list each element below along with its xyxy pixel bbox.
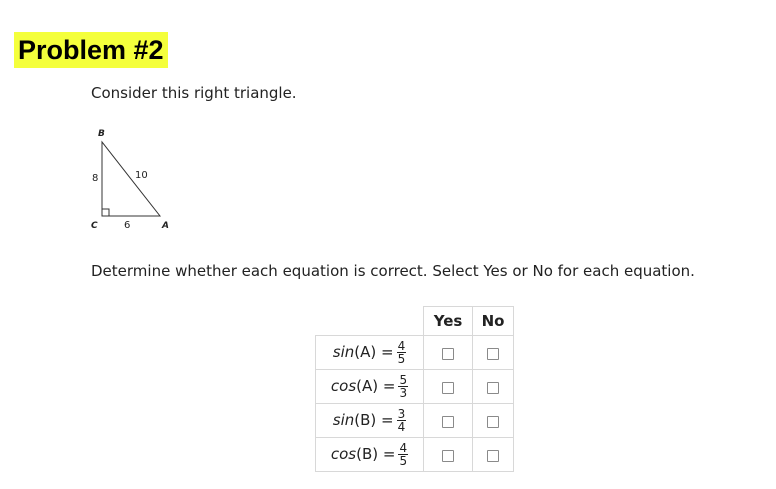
yes-checkbox[interactable]	[442, 416, 454, 428]
table-header-row	[316, 307, 514, 336]
equation-label: cos(A) = $\frac{5}{3}$	[316, 370, 424, 404]
yes-checkbox[interactable]	[442, 348, 454, 360]
no-checkbox[interactable]	[487, 348, 499, 360]
table-row	[316, 404, 514, 438]
equation-label: cos(B) = $\frac{4}{5}$	[316, 438, 424, 472]
intro-text: Consider this right triangle.	[91, 84, 297, 102]
instruction-text: Determine whether each equation is correct. Select Yes or No for each equation.	[91, 262, 695, 280]
fraction: $\frac{3}{4}$	[397, 407, 406, 434]
no-checkbox[interactable]	[487, 382, 499, 394]
equation-label: sin(A) = $\frac{4}{5}$	[316, 336, 424, 370]
vertex-a-label: A	[162, 221, 169, 231]
yes-column-header: Yes	[424, 307, 473, 336]
table-row	[316, 336, 514, 370]
vertex-b-label: B	[98, 129, 105, 139]
fraction: $\frac{5}{3}$	[399, 373, 408, 400]
fraction: $\frac{4}{5}$	[397, 339, 406, 366]
side-bc-label: 8	[92, 173, 99, 184]
table-row	[316, 370, 514, 404]
yes-checkbox[interactable]	[442, 450, 454, 462]
no-checkbox[interactable]	[487, 416, 499, 428]
right-angle-marker	[102, 209, 109, 216]
triangle-shape	[102, 142, 160, 216]
vertex-c-label: C	[91, 221, 98, 231]
side-ab-label: 10	[135, 170, 148, 181]
right-triangle-diagram	[84, 122, 184, 234]
no-column-header: No	[473, 307, 514, 336]
side-ca-label: 6	[124, 220, 131, 231]
table-row	[316, 438, 514, 472]
problem-title: Problem #2	[14, 32, 168, 68]
equation-table	[315, 306, 514, 472]
yes-checkbox[interactable]	[442, 382, 454, 394]
fraction: $\frac{4}{5}$	[399, 441, 408, 468]
equation-label: sin(B) = $\frac{3}{4}$	[316, 404, 424, 438]
no-checkbox[interactable]	[487, 450, 499, 462]
